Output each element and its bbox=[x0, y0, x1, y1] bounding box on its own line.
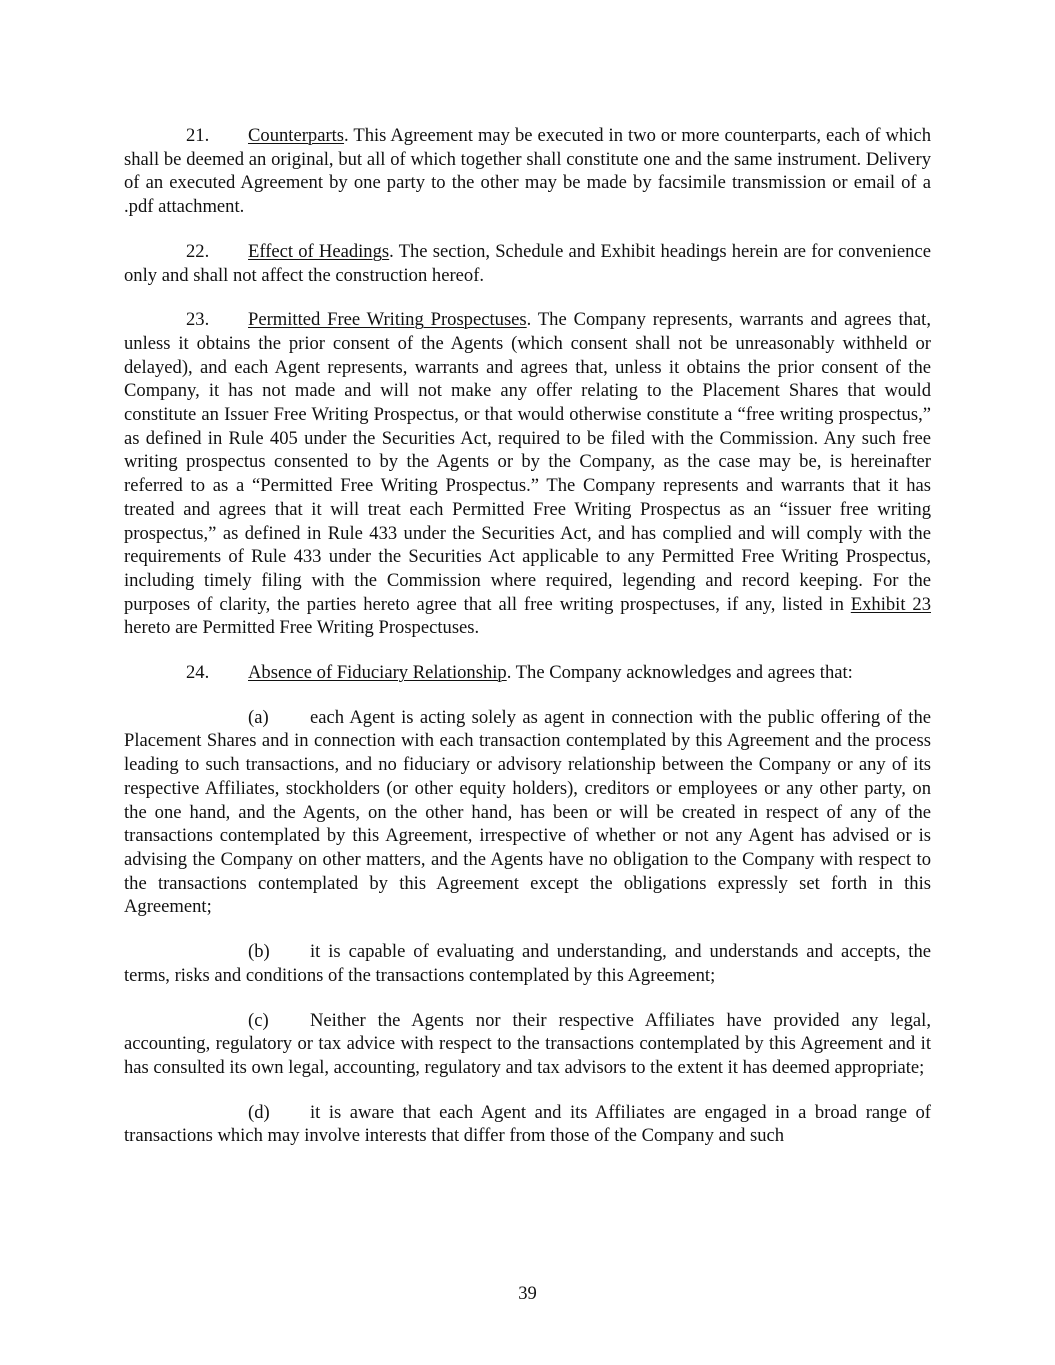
section-body-tail: hereto are Permitted Free Writing Prospectuses. bbox=[124, 617, 480, 639]
subsection-text: Neither the Agents nor their respective Affiliates have provided any legal, accounting, regulatory or tax advice with respect to the transactions contemplated by this Agreement and it has consulted its own legal, accounting, regulatory and tax advisors to the extent it has deemed appropriate; bbox=[124, 1009, 931, 1078]
subsection-label: (c) bbox=[248, 1009, 269, 1031]
subsection-text: it is aware that each Agent and its Affiliates are engaged in a broad range of transactions which may involve interests that differ from those of the Company and such bbox=[124, 1101, 931, 1147]
section-heading: Effect of Headings bbox=[248, 240, 390, 262]
subsection-a bbox=[124, 706, 931, 919]
section-heading: Absence of Fiduciary Relationship bbox=[248, 662, 507, 684]
section-23 bbox=[124, 308, 931, 640]
section-heading: Counterparts bbox=[248, 125, 345, 146]
subsection-b bbox=[124, 940, 931, 987]
subsection-d bbox=[124, 1101, 931, 1148]
section-body: . The Company represents, warrants and agrees that, unless it obtains the prior consent of the Agents (which consent shall not be unreasonably withheld or delayed), and each Agent represents, warrants and agrees that, unless it obtains the prior consent of the Company, it has not made and will not make any offer relating to the Placement Shares that would constitute an Issuer Free Writing Prospectus, or that would otherwise constitute a “free writing prospectus,” as defined in Rule 405 under the Securities Act, required to be filed with the Commission. Any such free writing prospectus consented to by the Agents or by the Company, as the case may be, is hereinafter referred to as a “Permitted Free Writing Prospectus.” The Company represents and warrants that it has treated and agrees that it will treat each Permitted Free Writing Prospectus as an “issuer free writing prospectus,” as defined in Rule 433 under the Securities Act, and has complied and will comply with the requirements of Rule 433 under the Securities Act applicable to any Permitted Free Writing Prospectus, including timely filing with the Commission where required, legending and record keeping. For the purposes of clarity, the parties hereto agree that all free writing prospectuses, if any, listed in bbox=[124, 309, 931, 615]
section-number: 23. bbox=[186, 309, 210, 331]
subsection-label: (b) bbox=[248, 941, 270, 963]
subsection-label: (a) bbox=[248, 706, 269, 728]
subsection-text: each Agent is acting solely as agent in connection with the public offering of the Placement Shares and in connection with each transaction contemplated by this Agreement and the process leading to such transactions, and no fiduciary or advisory relationship between the Company or any of its respective Affiliates, stockholders (or other equity holders), creditors or employees or any other party, on the one hand, and the Agents, on the other hand, has been or will be created in respect of any of the transactions contemplated by this Agreement, irrespective of whether or not any Agent has advised or is advising the Company on other matters, and the Agents have no obligation to the Company with respect to the transactions contemplated by this Agreement except the obligations expressly set forth in this Agreement; bbox=[124, 706, 931, 918]
subsection-text: it is capable of evaluating and understanding, and understands and accepts, the terms, risks and conditions of the transactions contemplated by this Agreement; bbox=[124, 941, 931, 986]
section-number: 22. bbox=[186, 240, 210, 262]
section-body: . The Company acknowledges and agrees that: bbox=[506, 662, 853, 684]
section-24 bbox=[124, 661, 931, 685]
section-heading: Permitted Free Writing Prospectuses bbox=[248, 309, 527, 331]
subsection-label: (d) bbox=[248, 1101, 270, 1123]
section-number: 24. bbox=[186, 662, 210, 684]
section-number: 21. bbox=[186, 125, 210, 146]
section-22 bbox=[124, 240, 931, 287]
exhibit-23-reference: Exhibit 23 bbox=[850, 593, 931, 615]
section-body: . This Agreement may be executed in two or more counterparts, each of which shall be deemed an original, but all of which together shall constitute one and the same instrument. Delivery of an executed Agreement by one party to the other may be made by facsimile transmission or email of a .pdf attachment. bbox=[124, 125, 931, 218]
subsection-c bbox=[124, 1009, 931, 1080]
document-page bbox=[124, 124, 931, 1169]
page-number: 39 bbox=[518, 1283, 537, 1304]
section-body: . The section, Schedule and Exhibit headings herein are for convenience only and shall not affect the construction hereof. bbox=[124, 240, 931, 286]
section-21 bbox=[124, 124, 931, 219]
